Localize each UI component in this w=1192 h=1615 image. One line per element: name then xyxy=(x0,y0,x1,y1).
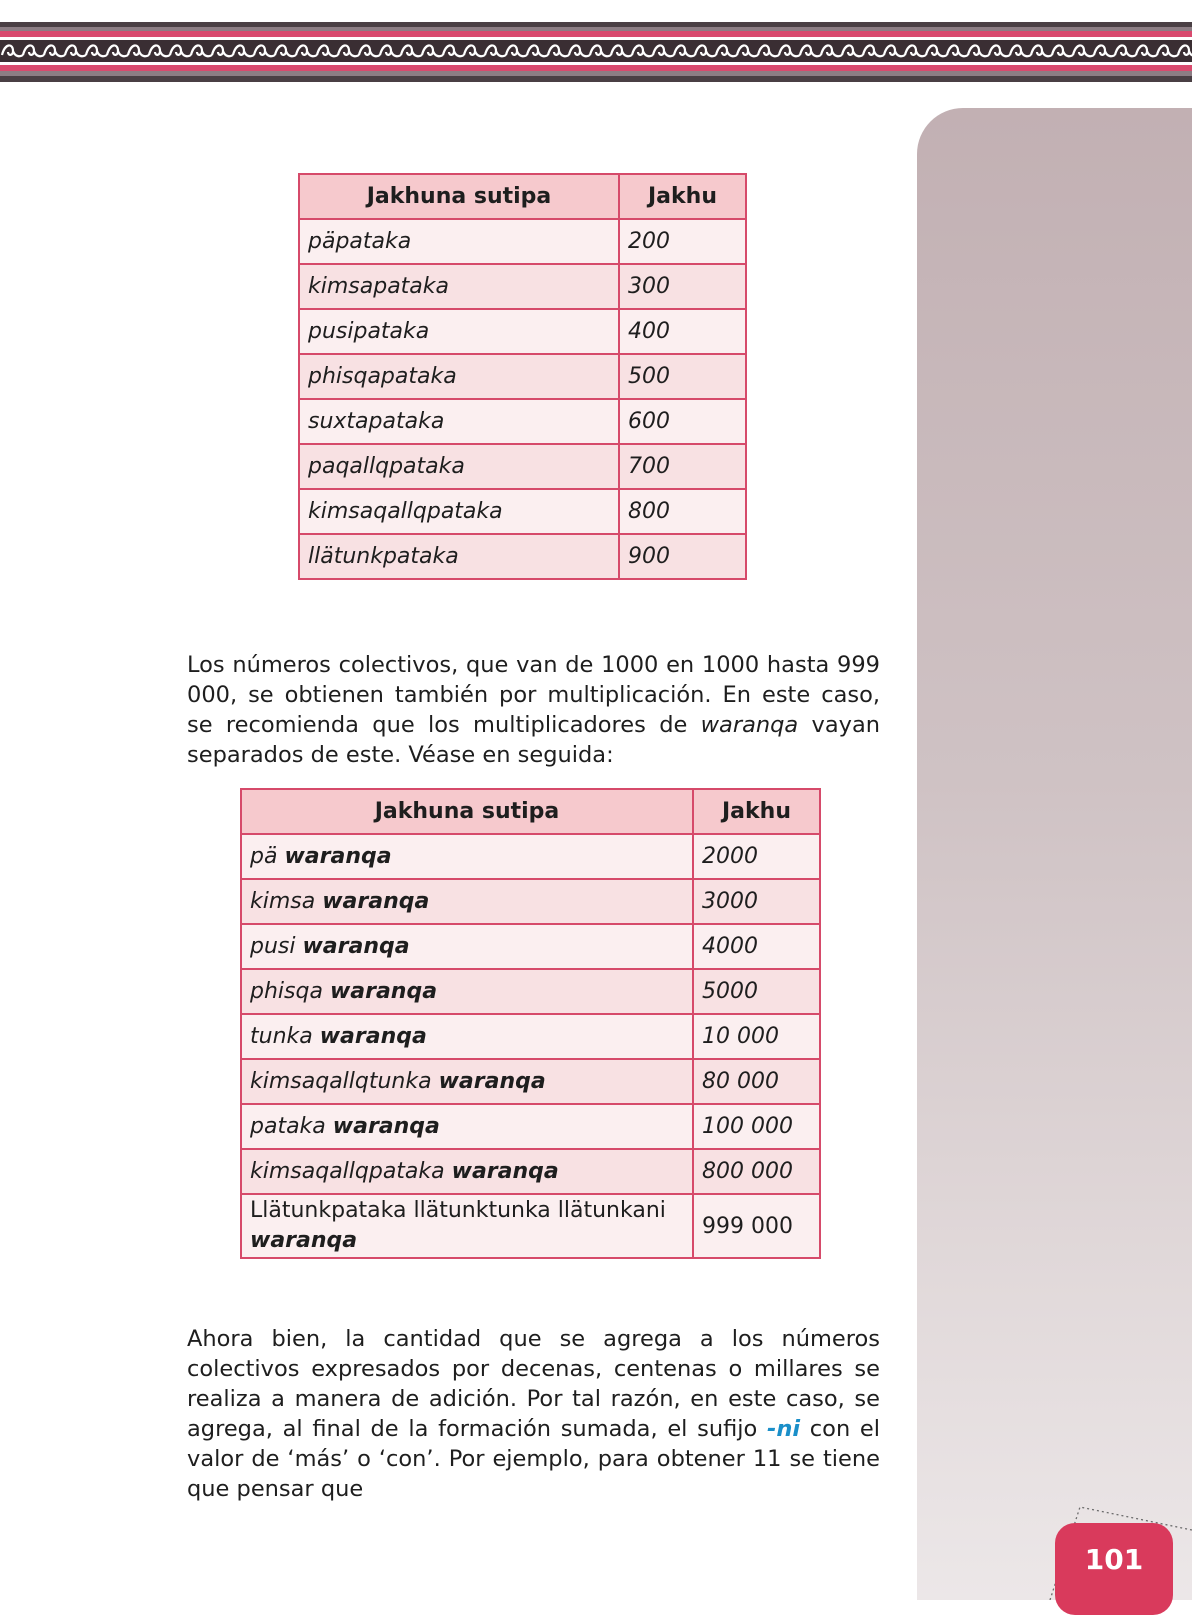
waranqa-word: waranqa xyxy=(329,979,438,1004)
table-thousands xyxy=(240,788,821,1259)
column-header: Jakhu xyxy=(693,789,820,834)
numeral-value-cell: 500 xyxy=(619,354,746,399)
multiplier-word: kimsa xyxy=(250,889,316,914)
numeral-name-cell: suxtapataka xyxy=(299,399,619,444)
multiplier-word: tunka xyxy=(250,1024,313,1049)
table-row xyxy=(241,834,820,879)
numeral-name-cell xyxy=(241,879,693,924)
paragraph-text: Ahora bien, la cantidad que se agrega a los números colectivos expresados por decenas, centenas o millares se realiza a manera de adición. Por tal razón, en este caso, se agrega, al final de la formación sumada, el sufijo xyxy=(187,1326,880,1442)
table-row xyxy=(299,219,746,264)
numeral-value-cell: 800 xyxy=(619,489,746,534)
waranqa-word: waranqa xyxy=(284,844,392,869)
multiplier-word: pä xyxy=(250,844,278,869)
table-row xyxy=(299,489,746,534)
numeral-name-cell xyxy=(241,1149,693,1194)
table-row xyxy=(299,354,746,399)
numeral-name-cell xyxy=(241,969,693,1014)
table-row xyxy=(299,264,746,309)
numeral-value-cell: 10 000 xyxy=(693,1014,820,1059)
numeral-name-cell: phisqapataka xyxy=(299,354,619,399)
numeral-name-cell xyxy=(241,924,693,969)
table-header-row xyxy=(241,789,820,834)
side-panel xyxy=(917,108,1192,1600)
table-row xyxy=(241,924,820,969)
numeral-name-cell: pusipataka xyxy=(299,309,619,354)
column-header: Jakhu xyxy=(619,174,746,219)
numeral-value-cell: 4000 xyxy=(693,924,820,969)
column-header: Jakhuna sutipa xyxy=(299,174,619,219)
multiplier-word: kimsaqallqpataka xyxy=(250,1159,445,1184)
numeral-name-cell xyxy=(241,1104,693,1149)
numeral-value-cell: 999 000 xyxy=(693,1194,820,1258)
paragraph-text: Los números colectivos, que van de 1000 en 1000 hasta 999 000, se obtienen también por multiplicación. En este caso, se recomienda que los multiplicadores de xyxy=(187,652,880,738)
table-row xyxy=(299,399,746,444)
numeral-value-cell: 80 000 xyxy=(693,1059,820,1104)
paragraph-addition xyxy=(187,1324,880,1504)
numeral-name-cell xyxy=(241,1014,693,1059)
numeral-name-cell xyxy=(241,834,693,879)
table-row xyxy=(241,1149,820,1194)
table-row xyxy=(299,534,746,579)
numeral-value-cell: 300 xyxy=(619,264,746,309)
multiplier-word: phisqa xyxy=(250,979,323,1004)
page-number: 101 xyxy=(1055,1523,1173,1615)
numeral-name-cell xyxy=(241,1059,693,1104)
decorative-woven-band xyxy=(0,22,1192,84)
numeral-value-cell: 400 xyxy=(619,309,746,354)
waranqa-word: waranqa xyxy=(302,934,410,959)
column-header: Jakhuna sutipa xyxy=(241,789,693,834)
emphasis-word: waranqa xyxy=(700,712,799,738)
waranqa-word: waranqa xyxy=(332,1114,440,1139)
multiplier-word: kimsaqallqtunka xyxy=(250,1069,432,1094)
table-row xyxy=(241,1104,820,1149)
numeral-value-cell: 100 000 xyxy=(693,1104,820,1149)
waranqa-word: waranqa xyxy=(322,889,430,914)
numeral-value-cell: 800 000 xyxy=(693,1149,820,1194)
numeral-name-cell: kimsaqallqpataka xyxy=(299,489,619,534)
numeral-name-cell: päpataka xyxy=(299,219,619,264)
table-row xyxy=(241,1014,820,1059)
table-row xyxy=(241,1059,820,1104)
table-row xyxy=(241,879,820,924)
numeral-name-cell: paqallqpataka xyxy=(299,444,619,489)
table-header-row xyxy=(299,174,746,219)
table-row xyxy=(241,1194,820,1258)
multiplier-word: pusi xyxy=(250,934,296,959)
paragraph-collective-numbers xyxy=(187,650,880,770)
numeral-name-cell: llätunkpataka xyxy=(299,534,619,579)
waranqa-word: waranqa xyxy=(451,1159,559,1184)
numeral-value-cell: 900 xyxy=(619,534,746,579)
numeral-value-cell: 600 xyxy=(619,399,746,444)
numeral-value-cell: 3000 xyxy=(693,879,820,924)
multiplier-word: pataka xyxy=(250,1114,326,1139)
waranqa-word: waranqa xyxy=(250,1228,358,1253)
waranqa-word: waranqa xyxy=(319,1024,427,1049)
table-hundreds xyxy=(298,173,747,580)
multiplier-word: Llätunkpataka llätunktunka llätunkani xyxy=(250,1198,666,1223)
numeral-name-cell xyxy=(241,1194,693,1258)
table-row xyxy=(299,309,746,354)
suffix-highlight: -ni xyxy=(767,1416,801,1442)
numeral-value-cell: 5000 xyxy=(693,969,820,1014)
paragraph-text: vayan separados de este. Véase en seguida: xyxy=(187,712,880,768)
numeral-value-cell: 700 xyxy=(619,444,746,489)
table-row xyxy=(241,969,820,1014)
numeral-value-cell: 2000 xyxy=(693,834,820,879)
numeral-value-cell: 200 xyxy=(619,219,746,264)
numeral-name-cell: kimsapataka xyxy=(299,264,619,309)
table-row xyxy=(299,444,746,489)
waranqa-word: waranqa xyxy=(438,1069,546,1094)
paragraph-text: con el valor de ‘más’ o ‘con’. Por ejemplo, para obtener 11 se tiene que pensar que xyxy=(187,1416,880,1502)
